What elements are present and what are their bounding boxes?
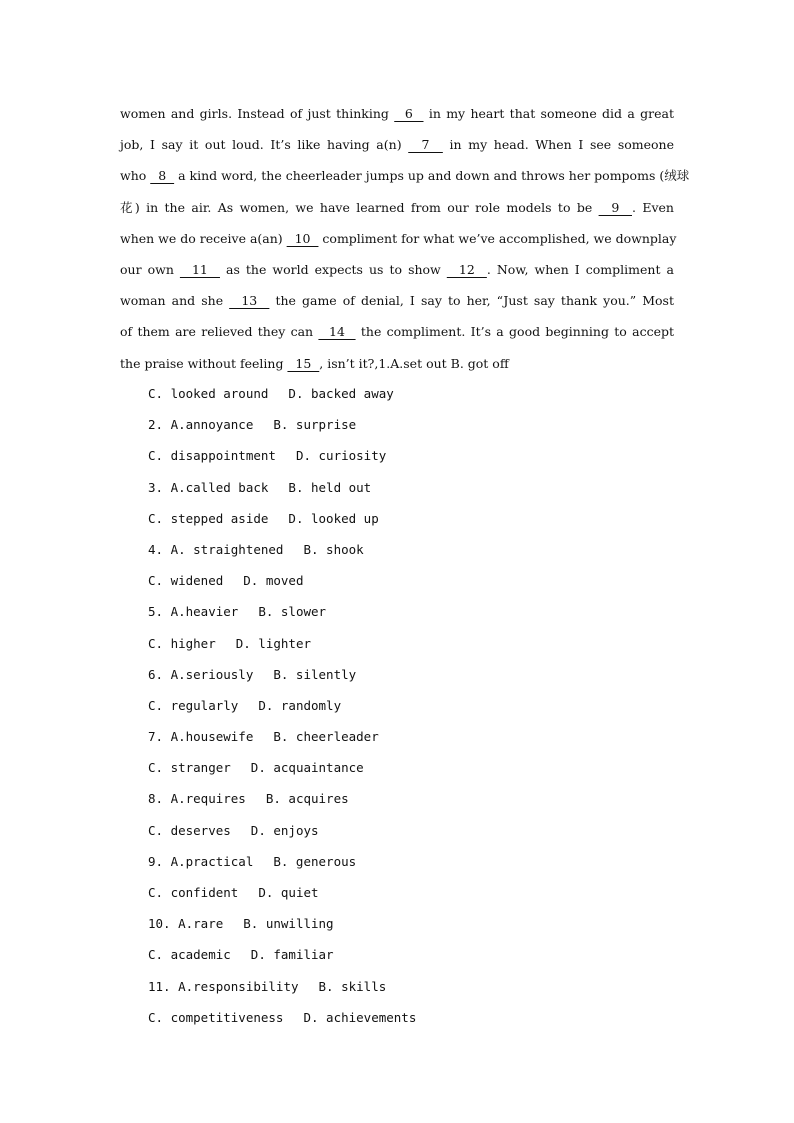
- option-choice: D. familiar: [250, 947, 334, 963]
- option-choice: 3. A.called back: [148, 479, 269, 495]
- option-choice: C. academic: [148, 947, 231, 963]
- passage-line: [120, 98, 674, 129]
- passage-line: [120, 160, 690, 191]
- option-row: [148, 908, 416, 939]
- option-choice: D. backed away: [288, 386, 394, 401]
- passage-text: , isn’t it?,1.A.set out B. got off: [319, 355, 509, 371]
- option-row: [148, 815, 416, 846]
- option-choice: B. slower: [258, 604, 327, 620]
- passage-line: [120, 348, 674, 379]
- passage-text: compliment for what we’ve accomplished, we downplay: [318, 230, 677, 246]
- passage-line: [120, 316, 674, 347]
- option-choice: D. randomly: [258, 697, 342, 713]
- option-choice: B. shook: [303, 541, 364, 557]
- option-choice: C. regularly: [148, 697, 239, 713]
- passage-text: women and girls. Instead of just thinking: [120, 106, 395, 121]
- blank-number: 14: [318, 324, 356, 340]
- blank-number: 8: [150, 168, 175, 184]
- option-choice: 8. A.requires: [148, 791, 246, 807]
- passage-text: who: [120, 168, 151, 184]
- option-choice: B. silently: [273, 666, 357, 682]
- option-choice: D. enjoys: [250, 822, 319, 838]
- passage-text: the praise without feeling: [120, 355, 288, 371]
- passage-line: [120, 129, 674, 160]
- option-choice: B. held out: [288, 479, 372, 495]
- passage-text: in my head. When I see someone: [442, 137, 674, 153]
- answer-options: [148, 378, 416, 1033]
- passage-text: when we do receive a(an): [120, 230, 287, 246]
- option-choice: 4. A. straightened: [148, 541, 284, 557]
- option-row: [148, 721, 416, 752]
- option-choice: B. unwilling: [243, 916, 334, 932]
- option-choice: 11. A.responsibility: [148, 978, 299, 994]
- option-choice: D. achievements: [303, 1009, 417, 1025]
- option-row: [148, 409, 416, 440]
- option-row: [148, 534, 416, 565]
- option-choice: D. moved: [243, 573, 304, 589]
- option-choice: B. cheerleader: [273, 729, 379, 745]
- passage-line: [120, 254, 674, 285]
- option-choice: 5. A.heavier: [148, 604, 239, 620]
- passage-line: [120, 223, 677, 254]
- passage-text: job, I say it out loud. It’s like having a(n): [120, 137, 409, 153]
- option-choice: B. skills: [318, 978, 387, 994]
- passage-text: . Now, when I compliment a: [486, 261, 674, 277]
- option-row: [148, 565, 416, 596]
- option-choice: C. deserves: [148, 822, 231, 838]
- passage-line: [120, 192, 674, 223]
- option-choice: C. competitiveness: [148, 1009, 284, 1025]
- passage-text: as the world expects us to show: [219, 261, 447, 277]
- option-choice: C. stepped aside: [148, 510, 269, 526]
- option-row: [148, 846, 416, 877]
- option-row: [148, 472, 416, 503]
- option-row: [148, 877, 416, 908]
- option-choice: D. curiosity: [295, 448, 387, 464]
- option-row: [148, 939, 416, 970]
- passage-line: [120, 285, 674, 316]
- passage-text: woman and she: [120, 293, 230, 309]
- option-choice: D. lighter: [235, 635, 311, 651]
- blank-number: 7: [408, 137, 443, 153]
- option-choice: 10. A.rare: [148, 916, 224, 932]
- option-choice: C. disappointment: [148, 448, 276, 464]
- passage-text: the game of denial, I say to her, “Just say thank you.” Most: [269, 293, 674, 309]
- option-choice: B. acquires: [265, 791, 349, 807]
- option-row: [148, 971, 416, 1002]
- option-choice: D. looked up: [288, 510, 379, 526]
- blank-number: 15: [287, 355, 320, 371]
- blank-number: 12: [446, 261, 487, 277]
- passage-text: a kind word, the cheerleader jumps up and down and throws her pompoms (绒球: [174, 168, 690, 184]
- blank-number: 11: [179, 261, 220, 277]
- passage-text: in my heart that someone did a great: [423, 106, 674, 121]
- option-row: [148, 690, 416, 721]
- option-choice: B. generous: [273, 853, 357, 869]
- option-choice: B. surprise: [273, 417, 357, 433]
- option-choice: D. quiet: [258, 885, 319, 900]
- option-choice: C. stranger: [148, 760, 231, 776]
- option-choice: C. widened: [148, 573, 224, 589]
- option-choice: 6. A.seriously: [148, 666, 254, 682]
- option-choice: C. confident: [148, 885, 239, 900]
- cloze-passage: [120, 98, 690, 379]
- option-choice: 7. A.housewife: [148, 729, 254, 745]
- passage-text: . Even: [632, 199, 674, 215]
- option-row: [148, 503, 416, 534]
- blank-number: 13: [229, 293, 270, 309]
- option-row: [148, 752, 416, 783]
- option-row: [148, 1002, 416, 1033]
- option-row: [148, 378, 416, 409]
- option-choice: C. higher: [148, 635, 216, 651]
- option-choice: 9. A.practical: [148, 853, 254, 869]
- option-row: [148, 440, 416, 471]
- option-row: [148, 783, 416, 814]
- passage-text: of them are relieved they can: [120, 324, 319, 340]
- option-choice: C. looked around: [148, 386, 269, 401]
- blank-number: 6: [394, 106, 424, 121]
- option-row: [148, 628, 416, 659]
- passage-text: our own: [120, 261, 180, 277]
- option-row: [148, 659, 416, 690]
- option-row: [148, 596, 416, 627]
- blank-number: 10: [286, 230, 319, 246]
- blank-number: 9: [598, 199, 632, 215]
- passage-text: the compliment. It’s a good beginning to accept: [355, 324, 674, 340]
- option-choice: D. acquaintance: [250, 760, 364, 776]
- option-choice: 2. A.annoyance: [148, 417, 254, 433]
- passage-text: 花) in the air. As women, we have learned from our role models to be: [120, 199, 599, 215]
